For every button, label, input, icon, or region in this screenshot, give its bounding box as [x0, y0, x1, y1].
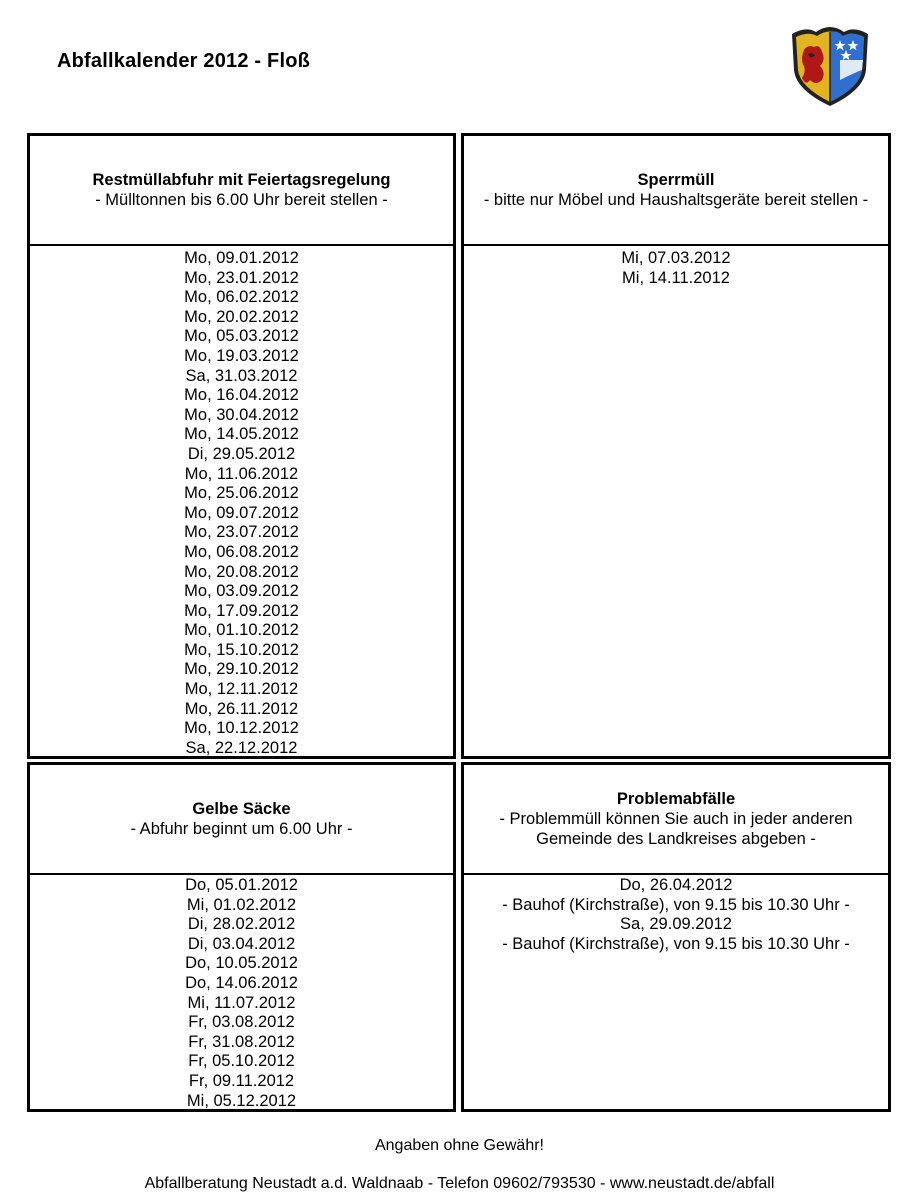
- list-item: Do, 14.06.2012: [185, 973, 298, 992]
- page-title: Abfallkalender 2012 - Floß: [57, 50, 311, 72]
- restmuell-header: [30, 136, 453, 246]
- list-item: Mo, 19.03.2012: [184, 346, 299, 365]
- list-item: Mo, 05.03.2012: [184, 327, 299, 346]
- coat-of-arms-icon: [786, 20, 874, 108]
- list-item: Di, 29.05.2012: [187, 444, 296, 463]
- list-item: Mo, 11.06.2012: [184, 464, 299, 483]
- sperrmuell-date-list: [464, 246, 888, 756]
- sperrmuell-title: Sperrmüll: [637, 171, 715, 189]
- sperrmuell-section: [461, 133, 891, 759]
- list-item: Fr, 05.10.2012: [188, 1052, 295, 1071]
- problemabfaelle-title: Problemabfälle: [616, 790, 736, 808]
- gelbe-saecke-date-list: [30, 875, 453, 1109]
- list-item: Mi, 11.07.2012: [187, 993, 296, 1012]
- problemabfaelle-entry-list: [464, 875, 888, 1109]
- list-item: Mo, 20.08.2012: [184, 562, 299, 581]
- list-item: Mo, 29.10.2012: [184, 660, 299, 679]
- contact-line: Abfallberatung Neustadt a.d. Waldnaab - Telefon 09602/793530 - www.neustadt.de/abfall: [144, 1175, 775, 1192]
- list-item: Mo, 06.08.2012: [184, 542, 299, 561]
- list-item: Mo, 10.12.2012: [184, 719, 299, 738]
- list-item: Mo, 16.04.2012: [184, 386, 299, 405]
- list-item: - Bauhof (Kirchstraße), von 9.15 bis 10.30 Uhr -: [502, 895, 850, 914]
- list-item: Mo, 23.07.2012: [184, 523, 299, 542]
- restmuell-date-list: [30, 246, 453, 756]
- restmuell-title: Restmüllabfuhr mit Feiertagsregelung: [92, 171, 391, 189]
- list-item: Mi, 05.12.2012: [186, 1091, 297, 1110]
- list-item: Mo, 30.04.2012: [184, 405, 299, 424]
- list-item: Sa, 31.03.2012: [185, 366, 298, 385]
- list-item: Do, 05.01.2012: [185, 876, 298, 894]
- sperrmuell-subtitle: - bitte nur Möbel und Haushaltsgeräte bereit stellen -: [483, 191, 869, 209]
- list-item: Fr, 03.08.2012: [188, 1013, 295, 1032]
- list-item: Di, 28.02.2012: [187, 915, 296, 934]
- sperrmuell-header: [464, 136, 888, 246]
- list-item: Mo, 09.01.2012: [184, 249, 299, 267]
- list-item: Mi, 01.02.2012: [186, 895, 297, 914]
- list-item: Mo, 14.05.2012: [184, 425, 299, 444]
- list-item: Do, 10.05.2012: [185, 954, 298, 973]
- list-item: Di, 03.04.2012: [187, 934, 296, 953]
- list-item: - Bauhof (Kirchstraße), von 9.15 bis 10.30 Uhr -: [502, 934, 850, 953]
- list-item: Mo, 23.01.2012: [184, 268, 299, 287]
- list-item: Sa, 22.12.2012: [185, 738, 298, 757]
- list-item: Mo, 12.11.2012: [184, 680, 299, 699]
- problemabfaelle-subtitle-line1: - Problemmüll können Sie auch in jeder anderen: [499, 810, 853, 828]
- list-item: Mo, 15.10.2012: [184, 640, 299, 659]
- gelbe-saecke-section: [27, 762, 456, 1112]
- list-item: Mo, 17.09.2012: [184, 601, 299, 620]
- list-item: Mo, 20.02.2012: [184, 307, 299, 326]
- problemabfaelle-header: [464, 765, 888, 875]
- list-item: Do, 26.04.2012: [619, 876, 733, 894]
- list-item: Mo, 03.09.2012: [184, 582, 299, 601]
- list-item: Mo, 01.10.2012: [184, 621, 299, 640]
- disclaimer-text: Angaben ohne Gewähr!: [374, 1137, 544, 1154]
- problemabfaelle-subtitle-line2: Gemeinde des Landkreises abgeben -: [536, 830, 816, 848]
- list-item: Mo, 06.02.2012: [184, 288, 299, 307]
- gelbe-saecke-subtitle: - Abfuhr beginnt um 6.00 Uhr -: [130, 820, 353, 838]
- list-item: Mo, 25.06.2012: [184, 484, 299, 503]
- list-item: Mo, 09.07.2012: [184, 503, 299, 522]
- list-item: Fr, 31.08.2012: [188, 1032, 295, 1051]
- list-item: Mo, 26.11.2012: [184, 699, 299, 718]
- list-item: Fr, 09.11.2012: [188, 1071, 295, 1090]
- restmuell-section: [27, 133, 456, 759]
- restmuell-subtitle: - Mülltonnen bis 6.00 Uhr bereit stellen -: [95, 191, 388, 209]
- problemabfaelle-section: [461, 762, 891, 1112]
- list-item: Mi, 07.03.2012: [621, 249, 731, 267]
- gelbe-saecke-header: [30, 765, 453, 875]
- list-item: Mi, 14.11.2012: [622, 268, 730, 287]
- list-item: Sa, 29.09.2012: [620, 915, 732, 934]
- gelbe-saecke-title: Gelbe Säcke: [192, 800, 291, 818]
